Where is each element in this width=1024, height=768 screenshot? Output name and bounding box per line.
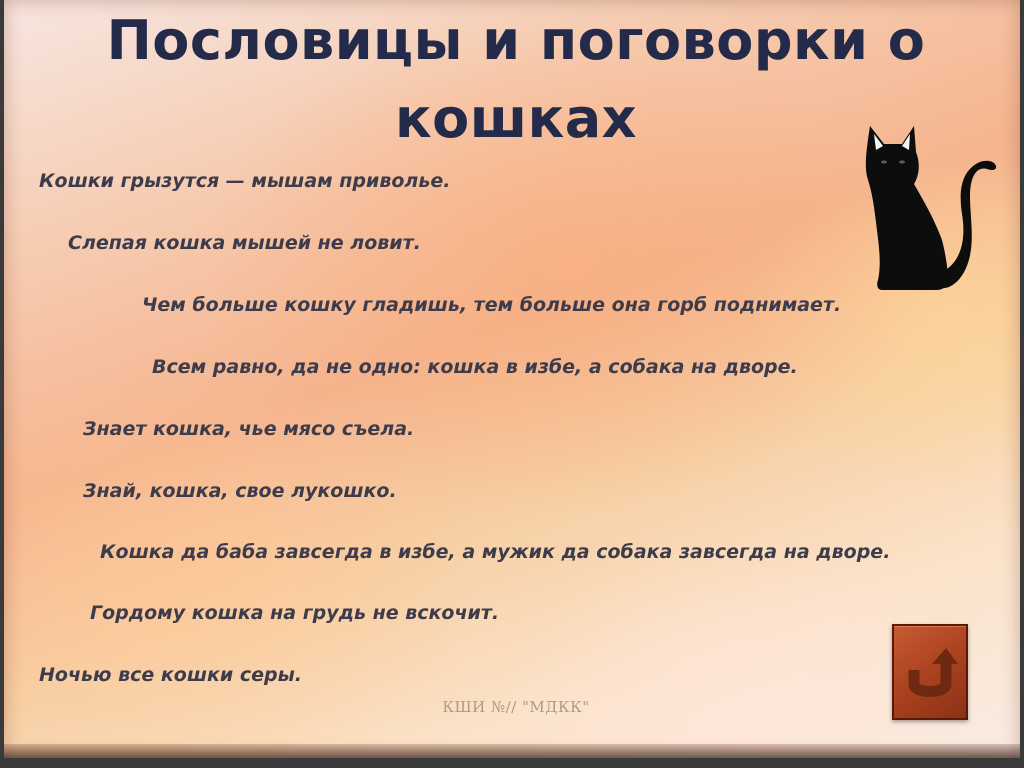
proverb-9: Ночью все кошки серы. <box>39 664 302 686</box>
return-button[interactable] <box>892 624 968 720</box>
proverb-1: Кошки грызутся — мышам приволье. <box>39 170 451 192</box>
proverb-3: Чем больше кошку гладишь, тем больше она горб поднимает. <box>142 294 842 316</box>
footer-text: КШИ №// "МДКК" <box>442 698 590 716</box>
slide <box>4 0 1020 758</box>
title-line-2: кошках <box>394 87 638 150</box>
slide-bottom-edge <box>4 744 1020 758</box>
proverb-4: Всем равно, да не одно: кошка в избе, а собака на дворе. <box>152 356 798 378</box>
proverb-7: Кошка да баба завсегда в избе, а мужик да собака завсегда на дворе. <box>100 541 891 563</box>
proverb-6: Знай, кошка, свое лукошко. <box>83 480 397 502</box>
proverb-5: Знает кошка, чье мясо съела. <box>83 418 415 440</box>
proverb-2: Слепая кошка мышей не ловит. <box>68 232 421 254</box>
proverb-8: Гордому кошка на грудь не вскочит. <box>90 602 500 624</box>
black-cat-icon <box>862 122 998 294</box>
title-line-1: Пословицы и поговорки о <box>106 9 926 72</box>
return-arrow-icon <box>902 642 958 702</box>
